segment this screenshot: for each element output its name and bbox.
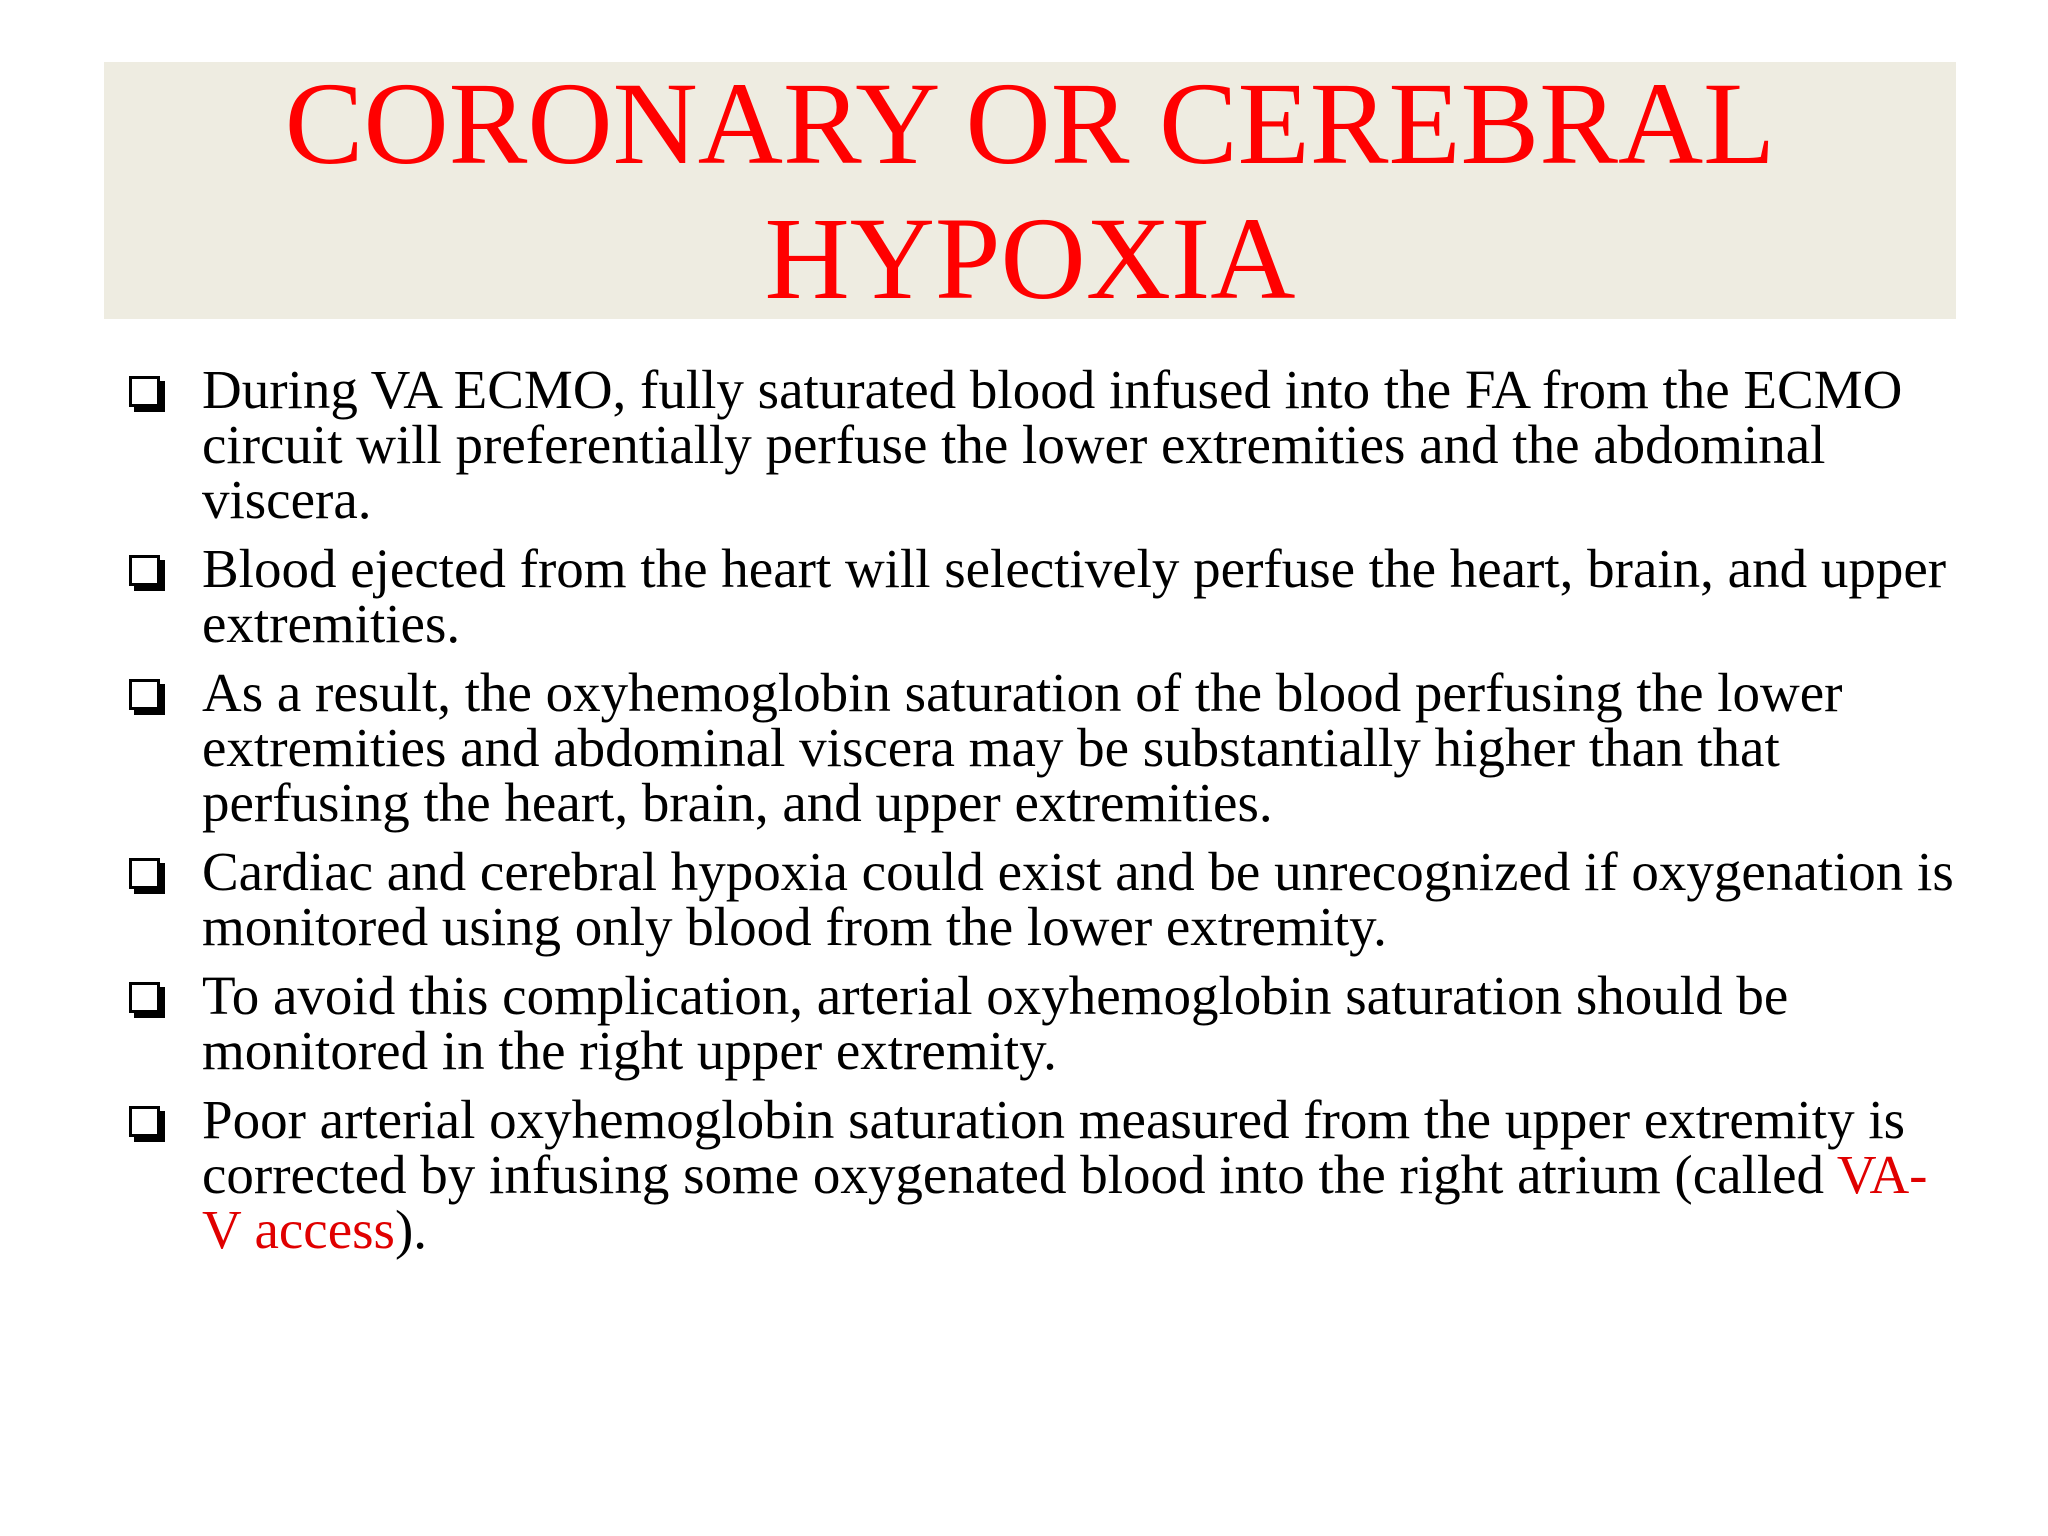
bullet-item: [125, 841, 1955, 957]
bullet-text: Blood ejected from the heart will selectively perfuse the heart, brain, and upper extremities.: [202, 538, 1947, 654]
hollow-square-bullet-icon: [129, 858, 160, 889]
hollow-square-bullet-icon: [129, 376, 160, 407]
bullet-list: [125, 359, 1955, 1271]
bullet-text: To avoid this complication, arterial oxyhemoglobin saturation should be monitored in the right upper extremity.: [202, 965, 1789, 1081]
bullet-text: [202, 1089, 1955, 1260]
bullet-text-after: ).: [394, 1199, 428, 1260]
bullet-text-before: Poor arterial oxyhemoglobin saturation measured from the upper extremity is corrected by infusing some oxygenated blood into the right atrium (called: [202, 1089, 1906, 1205]
bullet-item: [125, 662, 1955, 833]
bullet-text: As a result, the oxyhemoglobin saturation of the blood perfusing the lower extremities and abdominal viscera may be substantially higher than that perfusing the heart, brain, and upper extremities.: [202, 662, 1843, 833]
va-v-access-highlight: VA-V access: [202, 1144, 1928, 1260]
bullet-text: Cardiac and cerebral hypoxia could exist and be unrecognized if oxygenation is monitored using only blood from the lower extremity.: [202, 841, 1954, 957]
bullet-text: During VA ECMO, fully saturated blood infused into the FA from the ECMO circuit will preferentially perfuse the lower extremities and the abdominal viscera.: [202, 359, 1903, 530]
hollow-square-bullet-icon: [129, 982, 160, 1013]
slide-title-line-1: CORONARY OR CEREBRAL: [284, 57, 1776, 189]
hollow-square-bullet-icon: [129, 555, 160, 586]
bullet-item: [125, 965, 1955, 1081]
hollow-square-bullet-icon: [129, 1106, 160, 1137]
title-band: [104, 57, 1956, 324]
hollow-square-bullet-icon: [129, 679, 160, 710]
slide-title-line-2: HYPOXIA: [764, 192, 1296, 324]
bullet-item: [125, 1089, 1955, 1260]
bullet-item: [125, 359, 1955, 530]
bullet-item: [125, 538, 1955, 654]
